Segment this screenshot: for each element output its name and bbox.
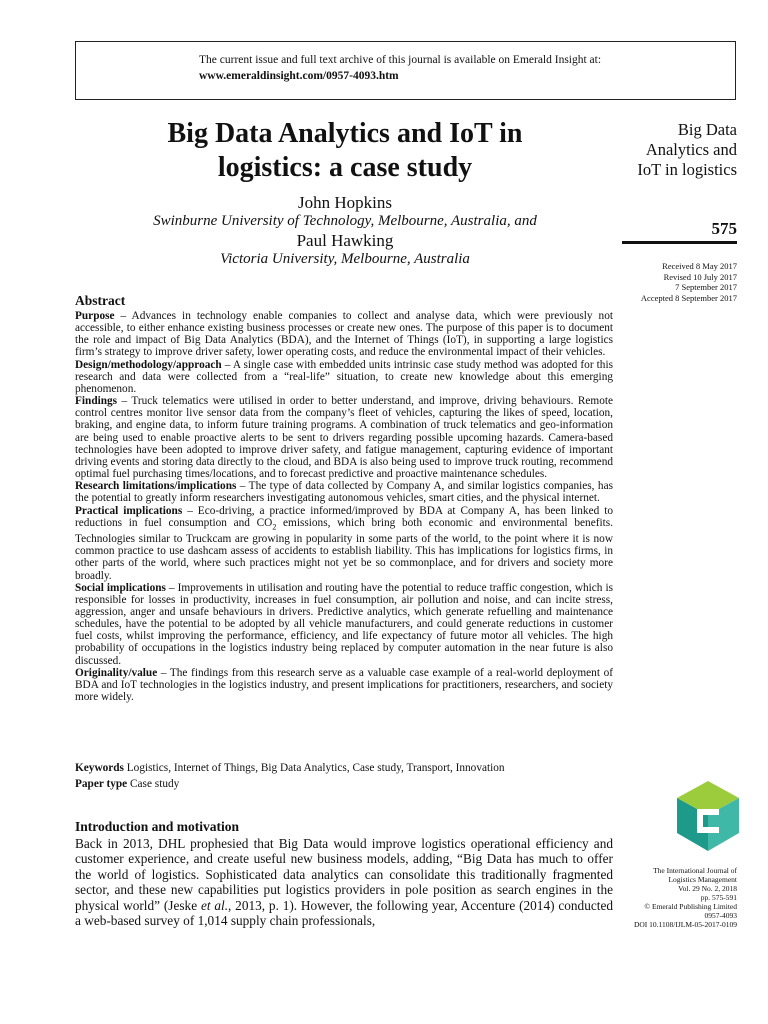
originality-label: Originality/value (75, 666, 158, 679)
practical-text: – Eco-driving, a practice informed/improved by BDA at Company A, has been linked to reductions in fuel consumption and CO (75, 504, 613, 529)
intro-text-cont: , 2013, p. 1). However, the following year, Accenture (2014) conducted a web-based survey of 1,014 supply chain professionals, (75, 897, 613, 929)
abstract-findings (75, 395, 613, 480)
page-number-rule (622, 241, 737, 244)
journal-info-line: © Emerald Publishing Limited (644, 902, 737, 911)
abstract-limitations (75, 480, 613, 504)
author-2: Paul Hawking (296, 231, 394, 250)
page-number: 575 (711, 219, 737, 238)
affiliation-1: Swinburne University of Technology, Melbourne, Australia, and (153, 213, 537, 229)
notice-url[interactable]: www.emeraldinsight.com/0957-4093.htm (199, 70, 399, 82)
social-text: – Improvements in utilisation and routing have the potential to reduce traffic congestion, which is responsible for losses in productivity, increases in fuel consumption, air pollution and noise, and can incite stress, aggression, anger and unsafe behaviours in drivers. Predictive analytics, which generate refuelling and maintenance schedules, have the potential to be adopted by all vehicle manufacturers, and could generate reductions in customer fuel costs, whilst improving the performance, efficiency, and life expectancy of future motor all vehicles. The high probability of occupations in the logistics industry being replaced by computer automation in the near future is also discussed. (75, 581, 613, 667)
emerald-logo (677, 781, 739, 851)
abstract-purpose (75, 310, 613, 359)
abstract-originality (75, 667, 613, 703)
abstract-body (75, 310, 613, 703)
journal-info-line: Logistics Management (668, 875, 737, 884)
affiliation-2: Victoria University, Melbourne, Australia (220, 251, 470, 267)
co2-subscript: 2 (272, 521, 277, 531)
notice-text: The current issue and full text archive of this journal is available on Emerald Insight at: (199, 54, 602, 66)
papertype-text: Case study (127, 778, 180, 790)
practical-label: Practical implications (75, 504, 183, 517)
introduction-body (75, 836, 613, 928)
journal-access-notice (75, 41, 736, 100)
papertype-label: Paper type (75, 778, 128, 790)
submission-dates (600, 261, 737, 303)
running-title (600, 120, 737, 180)
journal-info (600, 866, 737, 929)
journal-info-line: The International Journal of (653, 866, 737, 875)
abstract-social (75, 582, 613, 667)
design-label: Design/methodology/approach (75, 358, 222, 371)
date-revised: Revised 10 July 2017 (663, 271, 737, 282)
title-line-2: logistics: a case study (217, 152, 473, 183)
abstract-design (75, 359, 613, 395)
limitations-text: – The type of data collected by Company A, and similar logistics companies, has the potential to greatly inform researchers investigating autonomous vehicles, smart cities, and the physical internet. (75, 480, 613, 505)
keywords-label: Keywords (75, 762, 124, 774)
journal-info-line: 0957-4093 (704, 911, 737, 920)
social-label: Social implications (75, 581, 166, 594)
purpose-text: – Advances in technology enable companies to collect and analyse data, which were previously not accessible, to either enhance existing business processes or create new ones. The purpose of this paper is to document the role and impact of Big Data Analytics (BDA), and the Internet of Things (IoT), in supporting a large logistics firm’s strategy to improve driver safety, lower operating costs, and reduce the environmental impact of their vehicles. (75, 310, 613, 359)
abstract-heading: Abstract (75, 293, 126, 308)
keywords-text: Logistics, Internet of Things, Big Data Analytics, Case study, Transport, Innovation (123, 762, 505, 774)
abstract-practical (75, 505, 613, 582)
findings-label: Findings (75, 395, 118, 408)
date-revised-2: 7 September 2017 (675, 282, 737, 292)
journal-doi: DOI 10.1108/IJLM-05-2017-0109 (633, 920, 737, 929)
intro-text: Back in 2013, DHL prophesied that Big Data would improve logistics operational efficiency and customer experience, and create useful new business models, adding, “Big Data has much to offer the world of logistics. Sophisticated data analytics can consolidate this traditionally fragmented sector, and these new capabilities put logistics providers in pole position as search engines in the physical world” (Jeske (75, 836, 613, 913)
journal-info-line: pp. 575-591 (700, 893, 737, 902)
running-title-line: Big Data (677, 120, 737, 139)
journal-info-line: Vol. 29 No. 2, 2018 (678, 884, 737, 893)
paper-type (75, 778, 179, 790)
date-received: Received 8 May 2017 (662, 261, 737, 271)
limitations-label: Research limitations/implications (75, 480, 237, 493)
intro-etal: et al. (200, 897, 229, 913)
findings-text: – Truck telematics were utilised in order to better understand, and improve, driving behaviours. Remote control centres monitor live sensor data from the company’s fleet of vehicles, capturing the likes of speed, location, braking, and engine data, to inform future training programs. A combination of truck telematics and geo-information are being used to enable proactive alerts to be sent to drivers regarding possible upcoming hazards. Camera-based technologies have been adopted to improve driver safety, and fatigue management, capturing evidence of important driving events and storing data directly to the cloud, and BDA is also being used to improve truck routing, recommend optimal fuel purchasing times/locations, and to forecast predictive and proactive maintenance schedules. (75, 395, 613, 481)
title-line-1: Big Data Analytics and IoT in (167, 118, 523, 149)
date-accepted: Accepted 8 September 2017 (640, 292, 737, 303)
practical-text-cont: emissions, which bring both economic and environmental benefits. Technologies similar to Truckcam are growing in popularity in some parts of the world, to the point where it is now common practice to use dashcam assess of accidents to establish liability. This has implications for logistics firms, in other parts of the world, where such practices might not yet be so commonplace, and for drivers and society more broadly. (75, 516, 613, 582)
keywords (75, 762, 505, 774)
running-title-line: IoT in logistics (637, 160, 737, 179)
introduction-heading: Introduction and motivation (75, 819, 240, 834)
article-title (75, 117, 615, 185)
originality-text: – The findings from this research serve as a valuable case example of a real-world deployment of BDA and IoT technologies in the logistics industry, and present implications for practitioners, researchers, and society more widely. (75, 666, 613, 704)
design-text: – A single case with embedded units intrinsic case study method was adopted for this research and data were collected from a “real-life” situation, to create new knowledge about this emerging phenomenon. (75, 358, 613, 395)
author-1: John Hopkins (298, 193, 392, 212)
running-title-line: Analytics and (645, 140, 737, 159)
purpose-label: Purpose (75, 310, 115, 322)
